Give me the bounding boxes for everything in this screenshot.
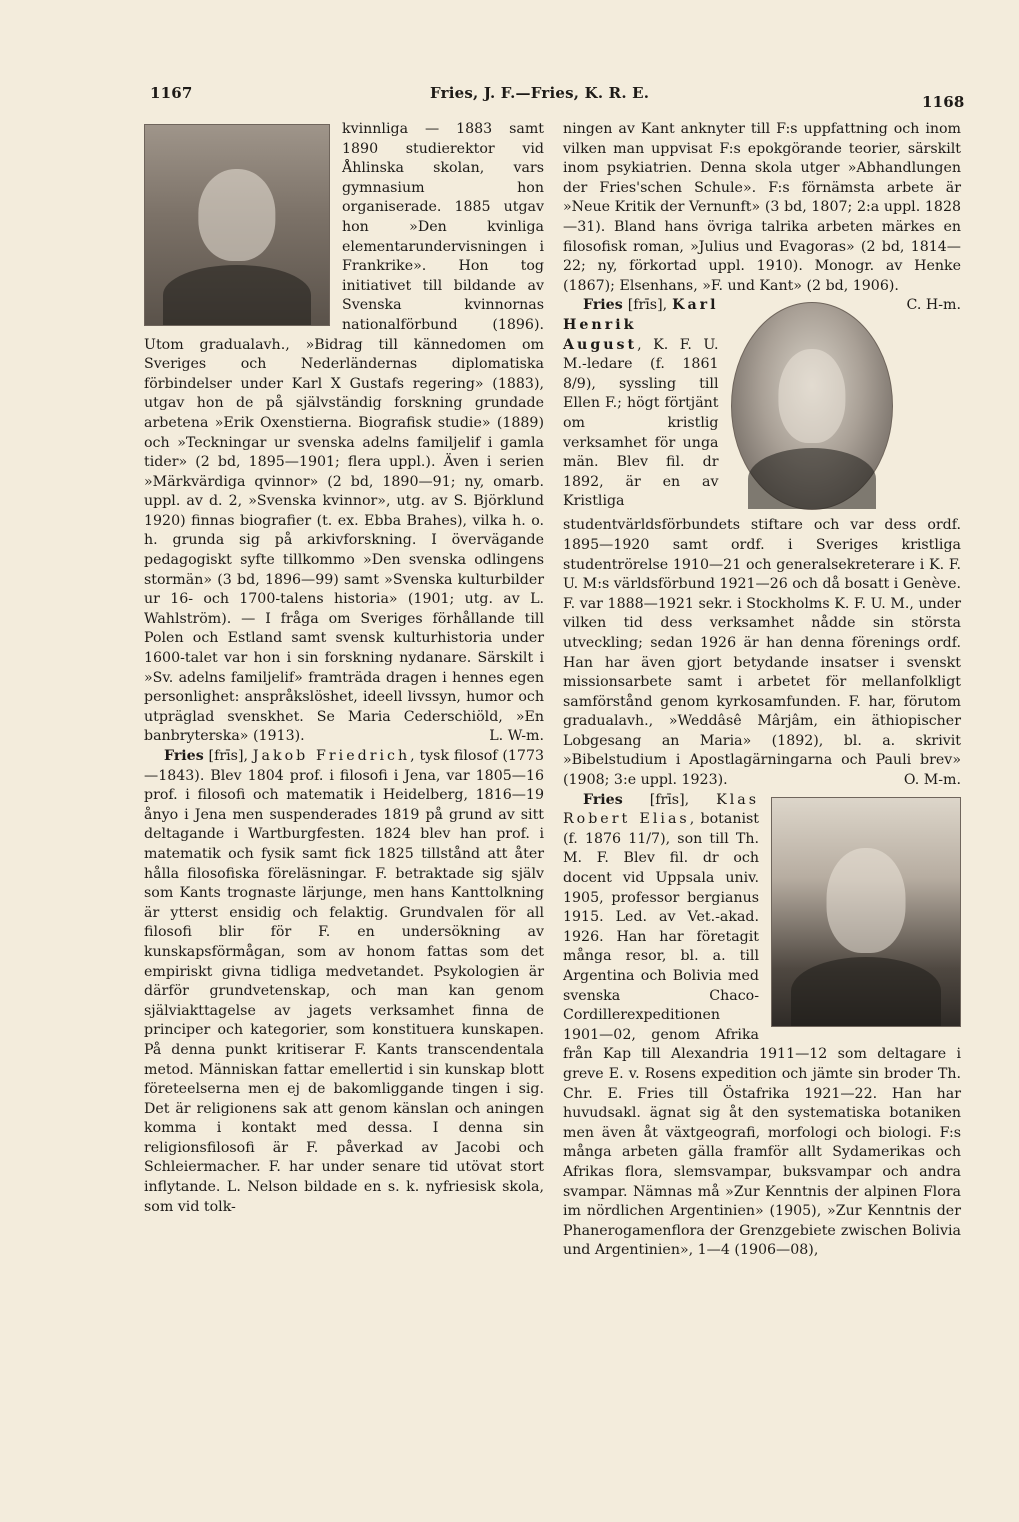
entry-text: , botanist (f. 1876 11/7), son till Th. M. F. Blev fil. dr och docent vid Uppsala univ. 1905, professor bergianus 1915. Led. av Vet.-akad. 1926. Han har företagit många resor, bl. a. till Argentina och Bolivia med svenska Chaco-Cordillerexpeditionen 1901—02, genom Afrika från Kap till Alexandria 1911—12 som deltagare i greve E. v. Rosens expedition och jämte sin broder Th. Chr. E. Fries till Östafrika 1921—22. Han har huvudsakl. ägnat sig åt den systematiska botaniken men även åt växtgeografi, morfologi och biologi. F:s många arbeten gälla framför allt Sydamerikas och Afrikas flora, slemsvampar, buksvampar och andra svampar. Nämnas må »Zur Kenntnis der alpinen Flora im nördlichen Argentinien» (1905), »Zur Kenntnis der Phanerogamenflora der Grenzgebiete zwischen Bolivia und Argentinien», 1—4 (1906—08), [563,811,961,1259]
right-column [563,120,961,1261]
portrait-shoulders [791,957,941,1025]
entry-fries-karl-henrik-august [563,296,961,790]
signature: O. M-m. [903,772,961,789]
entry-text: kvinnliga — 1883 samt 1890 studierektor vid Åhlinska skolan, vars gymnasium hon organiserade. 1885 utgav hon »Den kvinliga elementarundervisningen i Frankrike». Hon tog initiativet till bildande av Svenska kvinnornas nationalförbund (1896). Utom gradualavh., »Bidrag till kännedomen om Sveriges och Nederländernas diplomatiska förbindelser under Karl X Gustafs regering» (1883), utgav hon de på självständig forskning grundade arbetena »Erik Oxenstierna. Biografisk studie» (1889) och »Teckningar ur svenska adelns familjelif i gamla tider» (2 bd, 1895—1901; flera uppl.). Även i serien »Märkvärdiga qvinnor» (2 bd, 1890—91; ny, omarb. uppl. av d. 2, »Svenska kvinnor», utg. av S. Björklund 1920) finnas biografier (t. ex. Ebba Brahes), vilka h. o. h. grunda sig på arkivforskning. I övervägande pedagogiskt syfte tillkommo »Den svenska odlingens stormän» (3 bd, 1896—99) samt »Svenska kulturbilder ur 16- och 1700-talens historia» (1901; utg. av L. Wahlström). — I fråga om Sveriges förhållande till Polen och Estland samt svensk kulturhistoria under 1600-talet var hon i sin forskning nydanare. Särskilt i »Sv. adelns familjelif» framträda dragen i hennes egen personlighet: anspråkslöshet, ideell livssyn, humor och utpräglad svenskhet. Se Maria Cederschiöld, »En banbryterska» (1913). [144,121,544,745]
entry-text: , K. F. U. M.-ledare (f. 1861 8/9), syssling till Ellen F.; högt förtjänt om kristlig verksamhet för unga män. Blev fil. dr 1892, är en av Kristliga studentvärldsförbundets stiftare och var dess ordf. 1895—1920 samt ordf. i Sveriges kristliga studentrörelse 1910—21 och generalsekreterare i K. F. U. M:s världsförbund 1921—26 och då bosatt i Genève. F. var 1888—1921 sekr. i Stockholms K. F. U. M., under vilken tid dess verksamhet nådde sin största utveckling; sedan 1926 är han denna förenings ordf. Han har även gjort betydande insatser i svenskt missionsarbete samt i arbetet för mellanfolkligt samförstånd genom kyrkosamfunden. F. har, förutom gradualavh., »Weddâsê Mârjâm, ein äthiopischer Lobgesang an Maria» (1892), bl. a. skrivit »Bibelstudium i Apostlagärningarna och Pauli brev» (1908; 3:e uppl. 1923). [563,336,961,789]
pronunciation: [frīs], [622,297,673,314]
pronunciation: [frīs], [622,791,717,808]
entry-fries-klas-robert-elias [563,791,961,1261]
entry-text: ningen av Kant anknyter till F:s uppfattning och inom vilken man uppvisat F:s epokgörande teorier, särskilt inom psykiatrien. Denna skola utger »Abhandlungen der Fries'schen Schule». F:s förnämsta arbete är »Neue Kritik der Vernunft» (3 bd, 1807; 2:a uppl. 1828—31). Bland hans övriga talrika arbeten märkes en filosofisk roman, »Julius und Evagoras» (2 bd, 1814—22; ny, förkortad uppl. 1910). Monogr. av Henke (1867); Elsenhans, »F. und Kant» (2 bd, 1906). [563,121,961,294]
entry-fries-jakob-friedrich [144,747,544,1217]
portrait-head [198,169,275,261]
portrait-photo-woman [144,124,330,326]
entry-headword: Fries [164,748,204,764]
portrait-shoulders [163,265,310,325]
left-column [144,120,544,1217]
entry-headword: Fries [583,791,623,808]
page-number-left: 1167 [150,84,193,102]
entry-headword: Fries [583,297,623,314]
pronunciation: [frīs], [203,748,253,764]
page-number-right: 1168 [922,93,965,111]
signature: L. W-m. [489,728,544,745]
portrait-head [827,848,906,953]
portrait-head [778,349,845,444]
portrait-shoulders [748,448,876,510]
entry-text: , tysk filosof (1773—1843). Blev 1804 prof. i filosofi i Jena, var 1805—16 prof. i filosofi och matematik i Heidelberg, 1816—19 ånyo i Jena men suspenderades 1819 på grund av sitt deltagande i Wartburgfesten. 1824 blev han prof. i matematik och fysik samt fick 1825 tillstånd att åter hålla filosofiska föreläsningar. F. betraktade sig själv som Kants trognaste lärjunge, men hans Kanttolkning är ytterst ensidig och felaktig. Grundvalen för all filosofi blir för F. en undersökning av kunskapsförmågan, som av honom fattas som det empiriskt givna tidliga medvetandet. Psykologien är därför grundvetenskap, och man kan genom själviakttagelse av jagets verksamhet finna de principer och kategorier, som konstituera kunskapen. På denna punkt kritiserar F. Kants transcendentala metod. Människan fattar emellertid i sin kunskap blott företeelserna men ej de bakomliggande tingen i sig. Det är religionens sak att genom känslan och aningen komma i kontakt med dessa. I denna sin religionsfilosofi är F. påverkad av Jacobi och Schleiermacher. F. har under senare tid utövat stort inflytande. L. Nelson bildade en s. k. nyfriesisk skola, som vid tolk- [144,748,545,1215]
entry-continuation [144,120,544,747]
running-title: Fries, J. F.—Fries, K. R. E. [430,84,650,102]
full-name: Karl Henrik August [563,297,719,353]
portrait-photo-karl-fries [731,302,893,510]
full-name: Jakob Friedrich [252,748,411,764]
portrait-photo-robert-fries [771,797,961,1027]
full-name: Klas Robert Elias [563,791,759,828]
signature: C. H-m. [906,297,961,314]
